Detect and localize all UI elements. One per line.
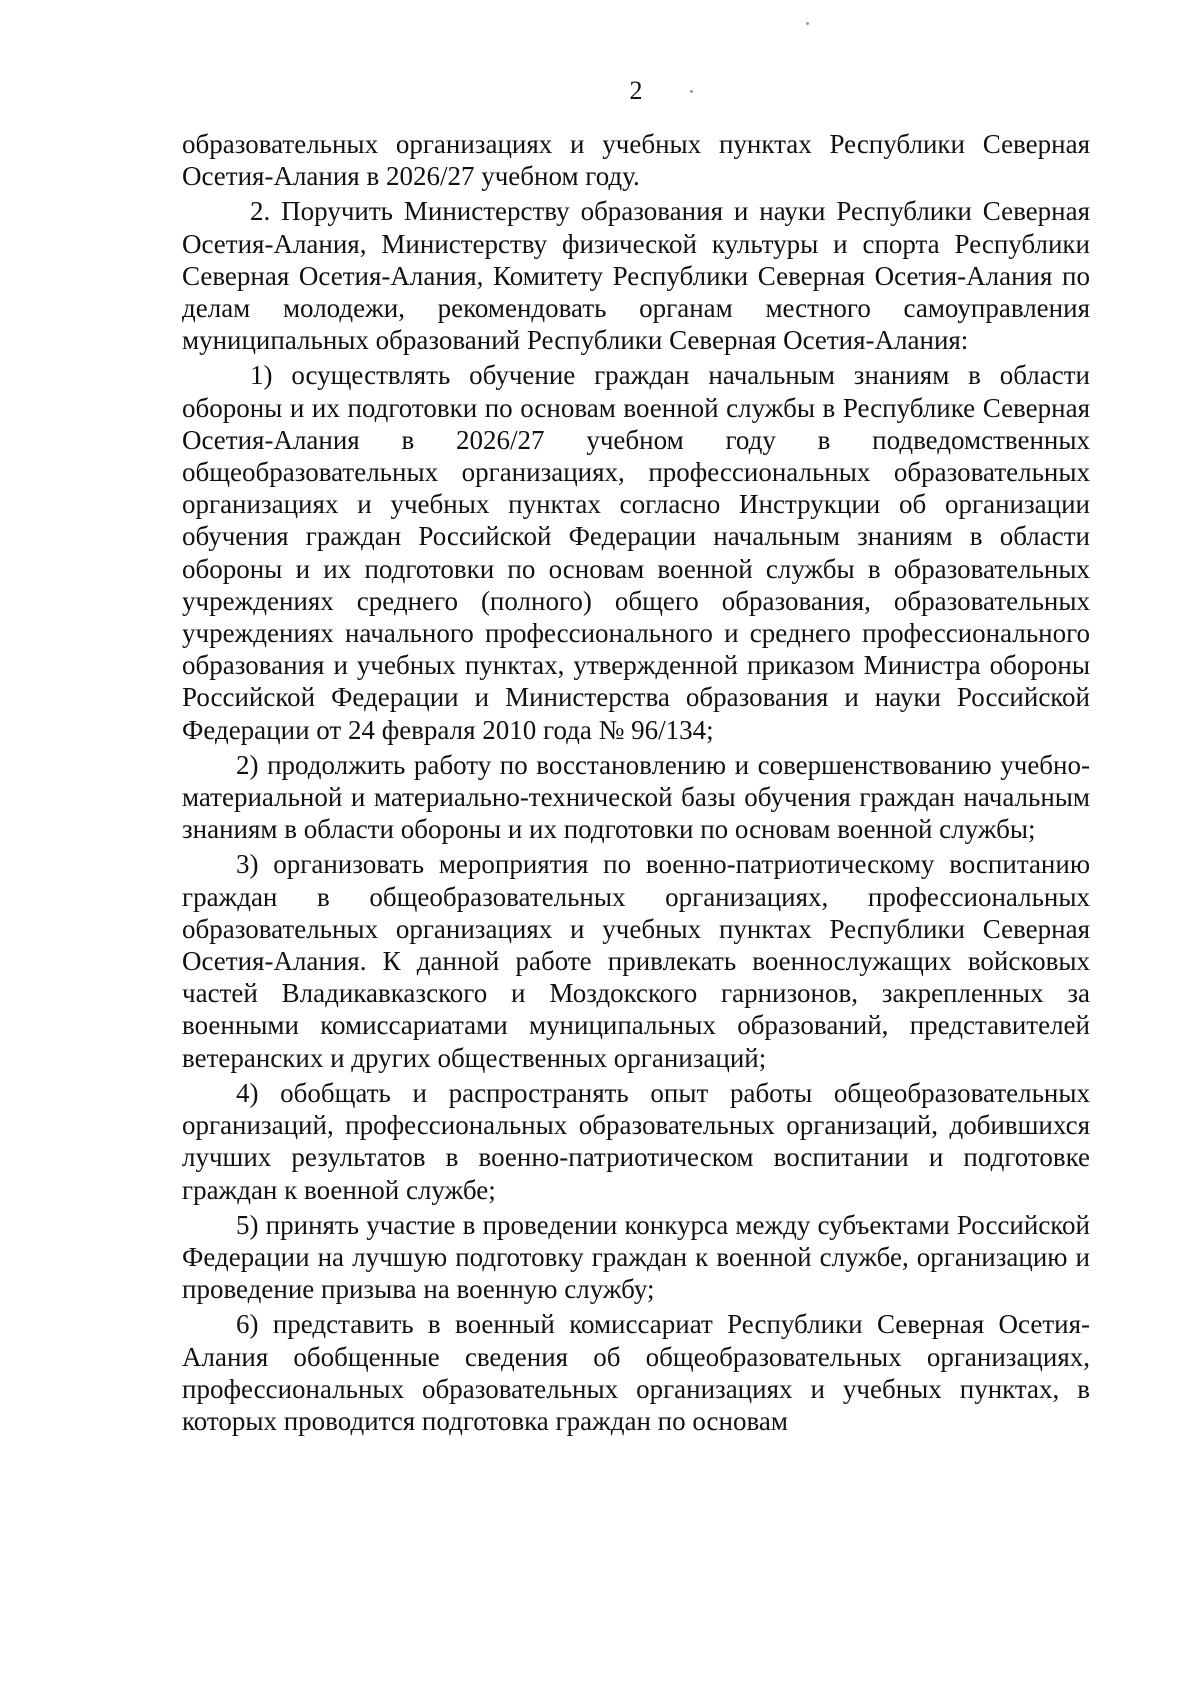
scan-speck bbox=[806, 22, 809, 25]
paragraph-subitem-5: 5) принять участие в проведении конкурса между субъектами Российской Федерации на лучшую подготовку граждан к военной службе, организацию и проведение призыва на военную службу; bbox=[182, 1209, 1090, 1305]
paragraph-subitem-3: 3) организовать мероприятия по военно-патриотическому воспитанию граждан в общеобразовательных организациях, профессиональных образовательных организациях и учебных пунктах Республики Северная Осетия-Алания. К данной работе привлекать военнослужащих войсковых частей Владикавказского и Моздокского гарнизонов, закрепленных за военными комиссариатами муниципальных образований, представителей ветеранских и других общественных организаций; bbox=[182, 849, 1090, 1073]
document-body bbox=[182, 128, 1090, 1437]
paragraph-subitem-2: 2) продолжить работу по восстановлению и совершенствованию учебно-материальной и материально-технической базы обучения граждан начальным знаниям в области обороны и их подготовки по основам военной службы; bbox=[182, 749, 1090, 845]
paragraph-continuation: образовательных организациях и учебных пунктах Республики Северная Осетия-Алания в 2026/27 учебном году. bbox=[182, 129, 1090, 192]
paragraph-subitem-1: 1) осуществлять обучение граждан начальным знаниям в области обороны и их подготовки по основам военной службы в Республике Северная Осетия-Алания в 2026/27 учебном году в подведомственных общеобразовательных организациях, профессиональных образовательных организациях и учебных пунктах согласно Инструкции об организации обучения граждан Российской Федерации начальным знаниям в области обороны и их подготовки по основам военной службы в образовательных учреждениях среднего (полного) общего образования, образовательных учреждениях начального профессионального и среднего профессионального образования и учебных пунктах, утвержденной приказом Министра обороны Российской Федерации и Министерства образования и науки Российской Федерации от 24 февраля 2010 года № 96/134; bbox=[182, 360, 1090, 745]
paragraph-subitem-6: 6) представить в военный комиссариат Республики Северная Осетия-Алания обобщенные сведения об общеобразовательных организациях, профессиональных образовательных организациях и учебных пунктах, в которых проводится подготовка граждан по основам bbox=[182, 1309, 1090, 1436]
paragraph-subitem-4: 4) обобщать и распространять опыт работы общеобразовательных организаций, профессиональных образовательных организаций, добившихся лучших результатов в военно-патриотическом воспитании и подготовке граждан к военной службе; bbox=[182, 1077, 1090, 1205]
paragraph-item-2: 2. Поручить Министерству образования и науки Республики Северная Осетия-Алания, Министерству физической культуры и спорта Республики Северная Осетия-Алания, Комитету Республики Северная Осетия-Алания по делам молодежи, рекомендовать органам местного самоуправления муниципальных образований Республики Северная Осетия-Алания: bbox=[182, 196, 1090, 356]
page-number: 2 bbox=[629, 76, 643, 105]
